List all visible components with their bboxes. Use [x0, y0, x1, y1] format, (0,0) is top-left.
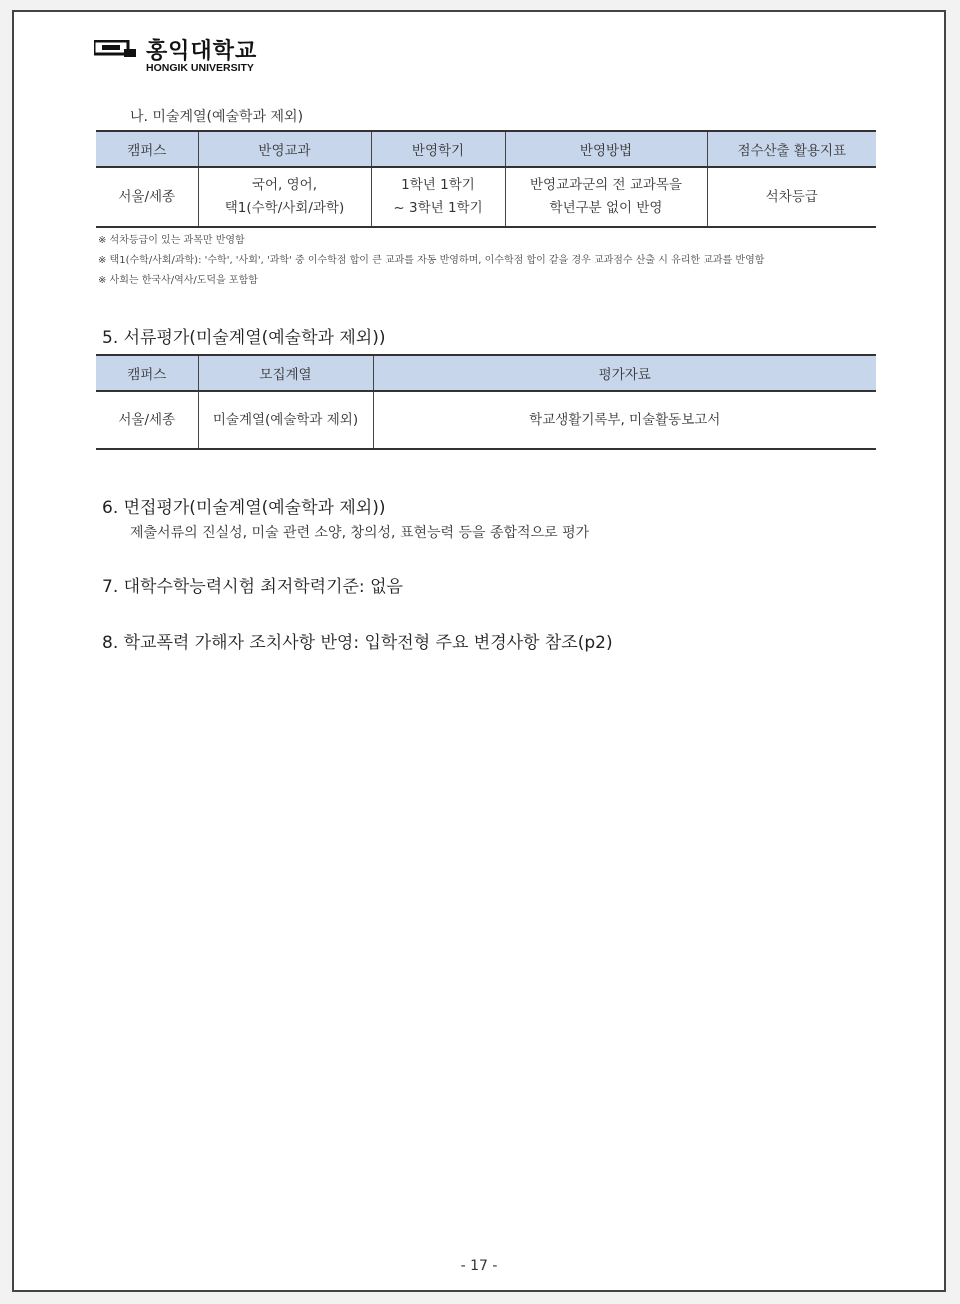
header-indicator: 점수산출 활용지표 — [707, 131, 876, 167]
table-header-row — [96, 355, 876, 391]
header-subjects: 반영교과 — [198, 131, 371, 167]
cell-method-line2: 학년구분 없이 반영 — [549, 200, 663, 216]
cell-campus: 서울/세종 — [96, 391, 198, 449]
reflection-subjects-table — [96, 130, 876, 228]
cell-evaluation-material: 학교생활기록부, 미술활동보고서 — [373, 391, 876, 449]
section-6-body: 제출서류의 진실성, 미술 관련 소양, 창의성, 표현능력 등을 종합적으로 평가 — [130, 525, 590, 541]
table-header-row — [96, 131, 876, 167]
header-campus: 캠퍼스 — [96, 131, 198, 167]
table-notes — [98, 231, 764, 291]
header-semester: 반영학기 — [371, 131, 505, 167]
cell-indicator: 석차등급 — [707, 167, 876, 227]
section-7-title: 7. 대학수학능력시험 최저학력기준: 없음 — [102, 577, 403, 597]
header-campus: 캠퍼스 — [96, 355, 198, 391]
section-5-title: 5. 서류평가(미술계열(예술학과 제외)) — [102, 328, 386, 348]
note-item: ※ 사회는 한국사/역사/도덕을 포함함 — [98, 275, 258, 286]
page-number: - 17 - — [460, 1258, 498, 1274]
cell-campus: 서울/세종 — [96, 167, 198, 227]
cell-semester — [371, 167, 505, 227]
cell-subjects — [198, 167, 371, 227]
cell-method-line1: 반영교과군의 전 교과목을 — [529, 177, 683, 193]
cell-recruit-field: 미술계열(예술학과 제외) — [198, 391, 373, 449]
logo-english-text: HONGIK UNIVERSITY — [146, 62, 254, 74]
header-recruit-field: 모집계열 — [198, 355, 373, 391]
table-row — [96, 391, 876, 449]
logo-emblem-icon — [94, 40, 136, 58]
cell-semester-line1: 1학년 1학기 — [401, 177, 475, 193]
cell-subjects-line1: 국어, 영어, — [251, 177, 318, 193]
cell-method — [505, 167, 707, 227]
header-method: 반영방법 — [505, 131, 707, 167]
logo-korean-text: 홍익대학교 — [146, 39, 258, 64]
document-evaluation-table — [96, 354, 876, 450]
header-evaluation-material: 평가자료 — [373, 355, 876, 391]
cell-subjects-line2: 택1(수학/사회/과학) — [224, 200, 345, 216]
table-row — [96, 167, 876, 227]
section-6-title: 6. 면접평가(미술계열(예술학과 제외)) — [102, 498, 386, 518]
cell-semester-line2: ~ 3학년 1학기 — [393, 200, 483, 216]
section-8-title: 8. 학교폭력 가해자 조치사항 반영: 입학전형 주요 변경사항 참조(p2) — [102, 633, 613, 653]
subsection-heading: 나. 미술계열(예술학과 제외) — [130, 109, 304, 125]
note-item: ※ 택1(수학/사회/과학): '수학', '사회', '과학' 중 이수학점 합이 큰 교과를 자동 반영하며, 이수학점 합이 같을 경우 교과점수 산출 시 유리한 교과를 반영함 — [98, 255, 765, 266]
note-item: ※ 석차등급이 있는 과목만 반영함 — [98, 235, 245, 246]
document-page — [12, 10, 946, 1292]
